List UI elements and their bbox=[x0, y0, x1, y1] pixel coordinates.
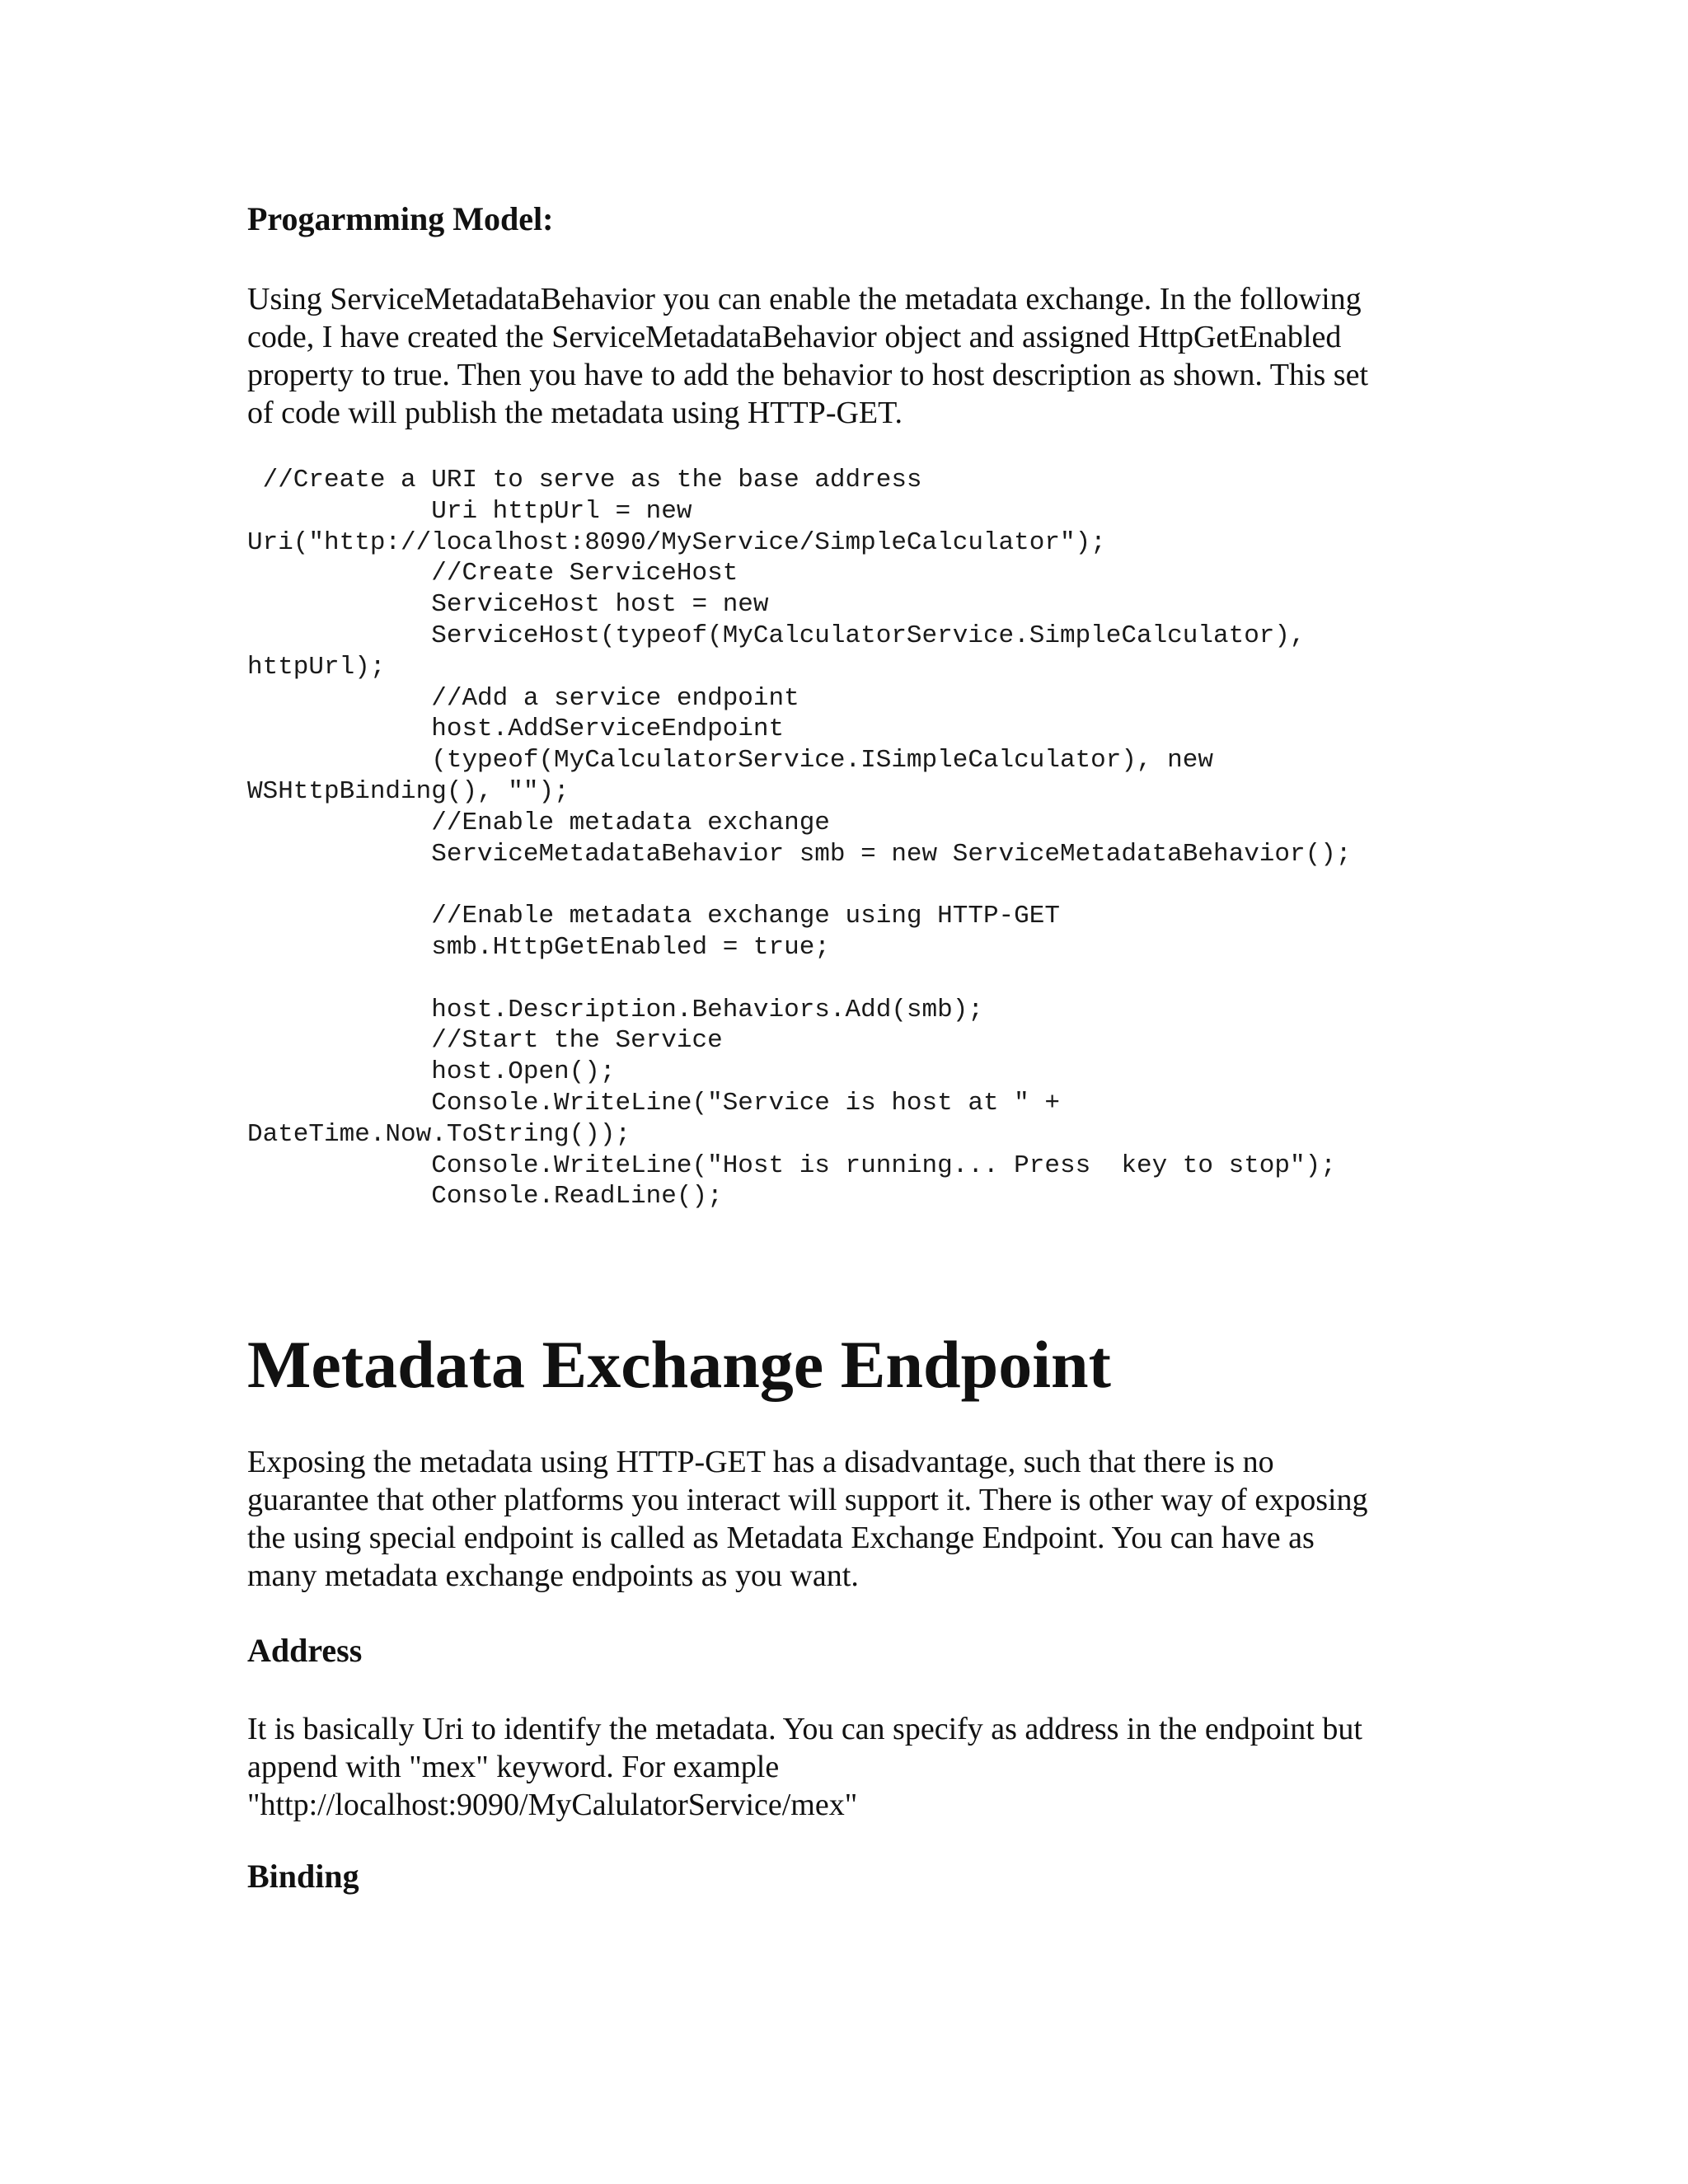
paragraph-line: "http://localhost:9090/MyCalulatorService/mex" bbox=[247, 1788, 858, 1822]
code-line: ServiceHost(typeof(MyCalculatorService.SimpleCalculator), bbox=[247, 621, 1306, 650]
paragraph-line: many metadata exchange endpoints as you want. bbox=[247, 1558, 859, 1593]
code-line: //Add a service endpoint bbox=[247, 683, 799, 713]
code-line: Console.WriteLine("Host is running... Press key to stop"); bbox=[247, 1151, 1336, 1180]
code-line: Console.WriteLine("Service is host at " + bbox=[247, 1088, 1060, 1118]
code-line: Uri("http://localhost:8090/MyService/SimpleCalculator"); bbox=[247, 527, 1106, 557]
code-line: WSHttpBinding(), ""); bbox=[247, 776, 570, 806]
code-line bbox=[247, 963, 1467, 995]
paragraph-line: code, I have created the ServiceMetadataBehavior object and assigned HttpGetEnabled bbox=[247, 320, 1342, 354]
code-line: Uri httpUrl = new bbox=[247, 496, 692, 526]
mex-paragraph bbox=[247, 1443, 1467, 1595]
section-heading-metadata-exchange-endpoint: Metadata Exchange Endpoint bbox=[247, 1327, 1111, 1402]
paragraph-line: It is basically Uri to identify the metadata. You can specify as address in the endpoint but bbox=[247, 1712, 1362, 1746]
subheading-address: Address bbox=[247, 1632, 363, 1669]
code-line: host.Description.Behaviors.Add(smb); bbox=[247, 995, 983, 1024]
code-line: //Create ServiceHost bbox=[247, 559, 738, 588]
code-line bbox=[247, 869, 1467, 901]
paragraph-line: append with "mex" keyword. For example bbox=[247, 1750, 780, 1784]
address-paragraph bbox=[247, 1710, 1467, 1824]
subheading-binding: Binding bbox=[247, 1858, 359, 1895]
code-line: ServiceHost host = new bbox=[247, 590, 769, 620]
code-line: httpUrl); bbox=[247, 652, 386, 682]
paragraph-line: property to true. Then you have to add the behavior to host description as shown. This set bbox=[247, 358, 1369, 392]
code-block bbox=[247, 465, 1467, 1212]
paragraph-line: guarantee that other platforms you interact will support it. There is other way of exposing bbox=[247, 1483, 1368, 1517]
code-line: //Enable metadata exchange using HTTP-GET bbox=[247, 902, 1060, 931]
code-line: smb.HttpGetEnabled = true; bbox=[247, 932, 830, 962]
code-line: //Enable metadata exchange bbox=[247, 808, 830, 837]
code-line: (typeof(MyCalculatorService.ISimpleCalculator), new bbox=[247, 746, 1213, 776]
code-line: //Start the Service bbox=[247, 1026, 723, 1056]
paragraph-line: Using ServiceMetadataBehavior you can enable the metadata exchange. In the following bbox=[247, 282, 1362, 316]
code-line: host.Open(); bbox=[247, 1057, 616, 1087]
section-heading-programming-model: Progarmming Model: bbox=[247, 200, 554, 237]
paragraph-line: the using special endpoint is called as Metadata Exchange Endpoint. You can have as bbox=[247, 1521, 1315, 1555]
code-line: ServiceMetadataBehavior smb = new ServiceMetadataBehavior(); bbox=[247, 839, 1352, 869]
intro-paragraph bbox=[247, 280, 1467, 432]
code-line: Console.ReadLine(); bbox=[247, 1182, 723, 1212]
code-line: DateTime.Now.ToString()); bbox=[247, 1119, 631, 1149]
paragraph-line: Exposing the metadata using HTTP-GET has a disadvantage, such that there is no bbox=[247, 1445, 1274, 1479]
code-line: //Create a URI to serve as the base address bbox=[247, 466, 922, 494]
paragraph-line: of code will publish the metadata using HTTP-GET. bbox=[247, 396, 903, 430]
code-line: host.AddServiceEndpoint bbox=[247, 715, 785, 744]
